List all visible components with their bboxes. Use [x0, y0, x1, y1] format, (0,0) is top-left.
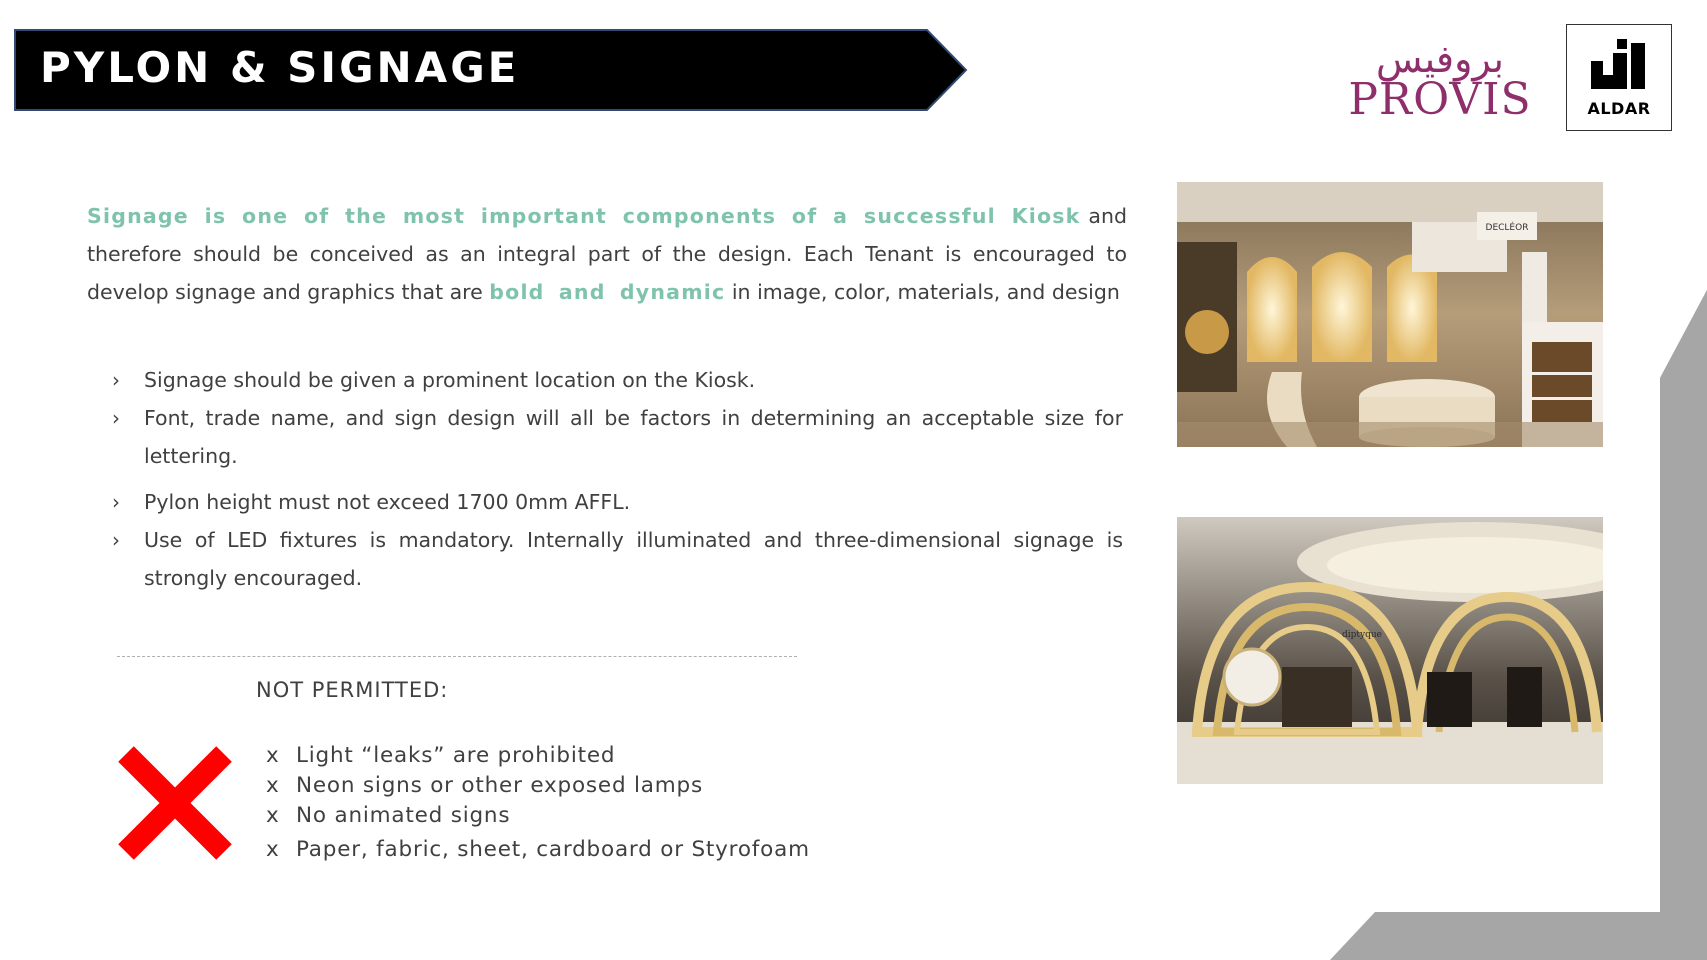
intro-text-2: in image, color, materials, and design: [725, 280, 1120, 304]
not-permitted-heading: NOT PERMITTED:: [256, 678, 449, 702]
intro-highlight-kiosk: Signage is one of the most important components of a successful Kiosk: [87, 204, 1081, 228]
x-mark-icon: x: [266, 773, 280, 798]
provis-logo-latin: PROVIS: [1348, 74, 1532, 125]
provis-logo-arabic: بروفيس: [1376, 37, 1504, 81]
intro-paragraph: [87, 197, 1127, 311]
chevron-right-icon: ›: [112, 368, 120, 392]
list-item: › Pylon height must not exceed 1700 0mm AFFL.: [112, 483, 1123, 521]
aldar-logo: [1566, 24, 1672, 131]
aldar-mark-icon: [1587, 39, 1653, 99]
list-item: › Font, trade name, and sign design will all be factors in determining an acceptable size for lettering.: [112, 399, 1123, 475]
red-cross-icon: [116, 744, 234, 862]
provis-logo: [1330, 37, 1550, 135]
list-item: x No animated signs: [266, 801, 810, 831]
decorative-gray-shape: [1330, 290, 1707, 960]
title-banner: [14, 29, 968, 111]
list-item: › Use of LED fixtures is mandatory. Internally illuminated and three-dimensional signage is strongly encouraged.: [112, 521, 1123, 597]
list-item: x Light “leaks” are prohibited: [266, 741, 810, 771]
decleor-sign-text: DECLÉOR: [1485, 223, 1529, 233]
list-item: x Paper, fabric, sheet, cardboard or Styrofoam: [266, 835, 810, 865]
intro-text-1: and therefore should be conceived as an integral part of the design. Each Tenant is encouraged to develop signage and graphics that are: [87, 204, 1127, 304]
aldar-logo-word: ALDAR: [1587, 99, 1651, 118]
list-item: › Signage should be given a prominent location on the Kiosk.: [112, 361, 1123, 399]
chevron-right-icon: ›: [112, 406, 120, 430]
list-item: x Neon signs or other exposed lamps: [266, 771, 810, 801]
x-mark-icon: x: [266, 837, 280, 862]
not-permitted-list: [266, 741, 810, 865]
x-mark-icon: x: [266, 743, 280, 768]
page-title: PYLON & SIGNAGE: [40, 43, 520, 92]
diptyque-sign-text: diptyque: [1342, 630, 1382, 640]
intro-highlight-bold: bold and dynamic: [489, 280, 726, 304]
chevron-right-icon: ›: [112, 490, 120, 514]
signage-bullet-list: [112, 361, 1123, 597]
dashed-divider: [117, 656, 797, 657]
x-mark-icon: x: [266, 803, 280, 828]
chevron-right-icon: ›: [112, 528, 120, 552]
